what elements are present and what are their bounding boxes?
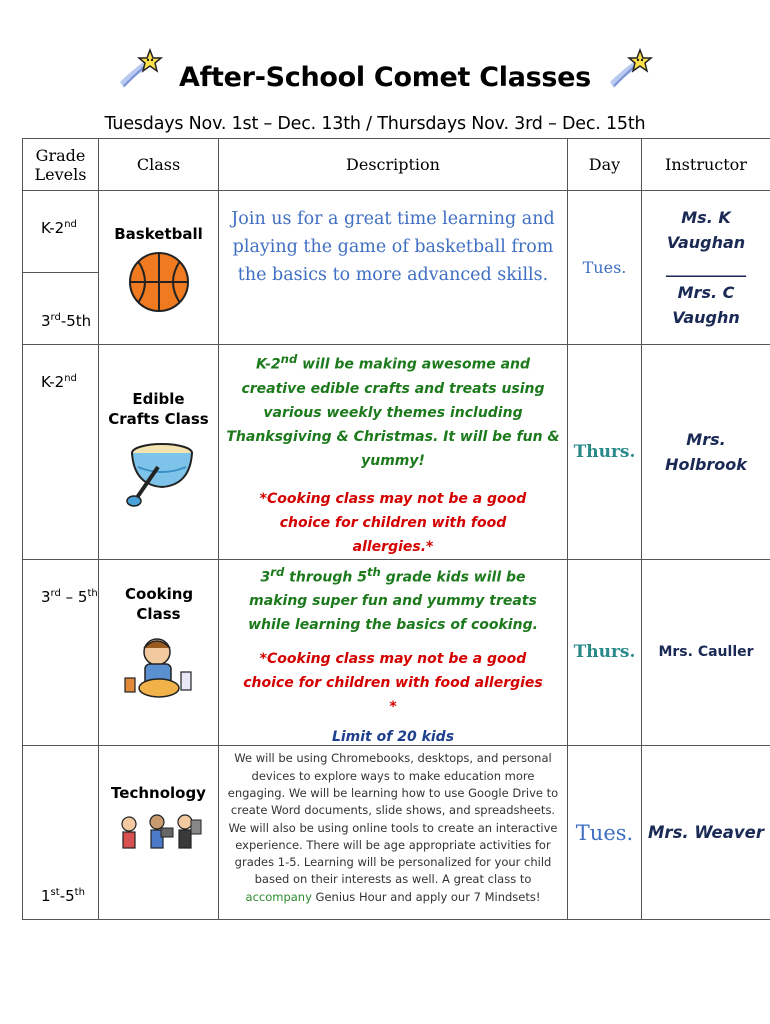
table-row xyxy=(23,746,770,920)
date-range: Tuesdays Nov. 1st – Dec. 13th / Thursdays Nov. 3rd – Dec. 15th xyxy=(104,114,646,134)
day-cell: Tues. xyxy=(568,746,642,920)
header-instructor: Instructor xyxy=(642,139,770,191)
cooking-kid-icon xyxy=(123,632,195,702)
class-cell xyxy=(99,559,219,746)
kids-with-devices-icon xyxy=(113,810,205,854)
grade-cell: 3rd – 5th xyxy=(23,559,99,746)
class-cell xyxy=(99,191,219,345)
class-name: Basketball xyxy=(114,225,203,243)
day-cell: Thurs. xyxy=(568,345,642,560)
header-class: Class xyxy=(99,139,219,191)
instructor-cell: Mrs. Weaver xyxy=(642,746,770,920)
schedule-table xyxy=(22,138,770,920)
description-cell: Join us for a great time learning and playing the game of basketball from the basics to more advanced skills. xyxy=(219,191,568,345)
grade-cell: 1st-5th xyxy=(23,746,99,920)
day-cell: Thurs. xyxy=(568,559,642,746)
class-name: Technology xyxy=(111,784,206,803)
class-name: Cooking Class xyxy=(125,584,194,623)
table-row xyxy=(23,191,770,273)
grade-cell: K-2nd xyxy=(23,191,99,273)
instructor-cell: Mrs. Cauller xyxy=(642,559,770,746)
page-title: After-School Comet Classes xyxy=(179,62,591,93)
mixing-bowl-icon xyxy=(122,437,196,509)
description-cell: K-2nd will be making awesome and creative edible crafts and treats using various weekly themes including Thanksgiving & Christmas. It will be fun & yummy! *Cooking class may not be a good choice for children with food allergies.* xyxy=(219,345,568,560)
header-description: Description xyxy=(219,139,568,191)
instructor-cell: Ms. K Vaughan __________ Mrs. C Vaughn xyxy=(642,191,770,345)
class-name: Edible Crafts Class xyxy=(108,390,209,428)
class-cell xyxy=(99,345,219,560)
table-row xyxy=(23,345,770,560)
basketball-icon xyxy=(128,251,190,313)
table-row xyxy=(23,559,770,746)
header-grade: Grade Levels xyxy=(23,139,99,191)
description-cell: We will be using Chromebooks, desktops, and personal devices to explore ways to make education more engaging. We will be learning how to use Google Drive to create Word documents, slide shows, and spreadsheets. We will also be using online tools to create an interactive experience. There will be age appropriate activities for grades 1-5. Learning will be personalized for your child based on their interests as well. A great class to accompany Genius Hour and apply our 7 Mindsets! xyxy=(219,746,568,920)
header-day: Day xyxy=(568,139,642,191)
grade-cell: 3rd-5th xyxy=(23,273,99,345)
limit-note: Limit of 20 kids xyxy=(331,729,455,746)
day-cell: Tues. xyxy=(568,191,642,345)
grade-cell: K-2nd xyxy=(23,345,99,560)
instructor-cell: Mrs. Holbrook xyxy=(642,345,770,560)
header-row xyxy=(23,139,770,191)
description-cell: 3rd through 5th grade kids will be making super fun and yummy treats while learning the basics of cooking. *Cooking class may not be a good choice for children with food allergies * Limit of 20 kids xyxy=(219,559,568,746)
class-cell xyxy=(99,746,219,920)
